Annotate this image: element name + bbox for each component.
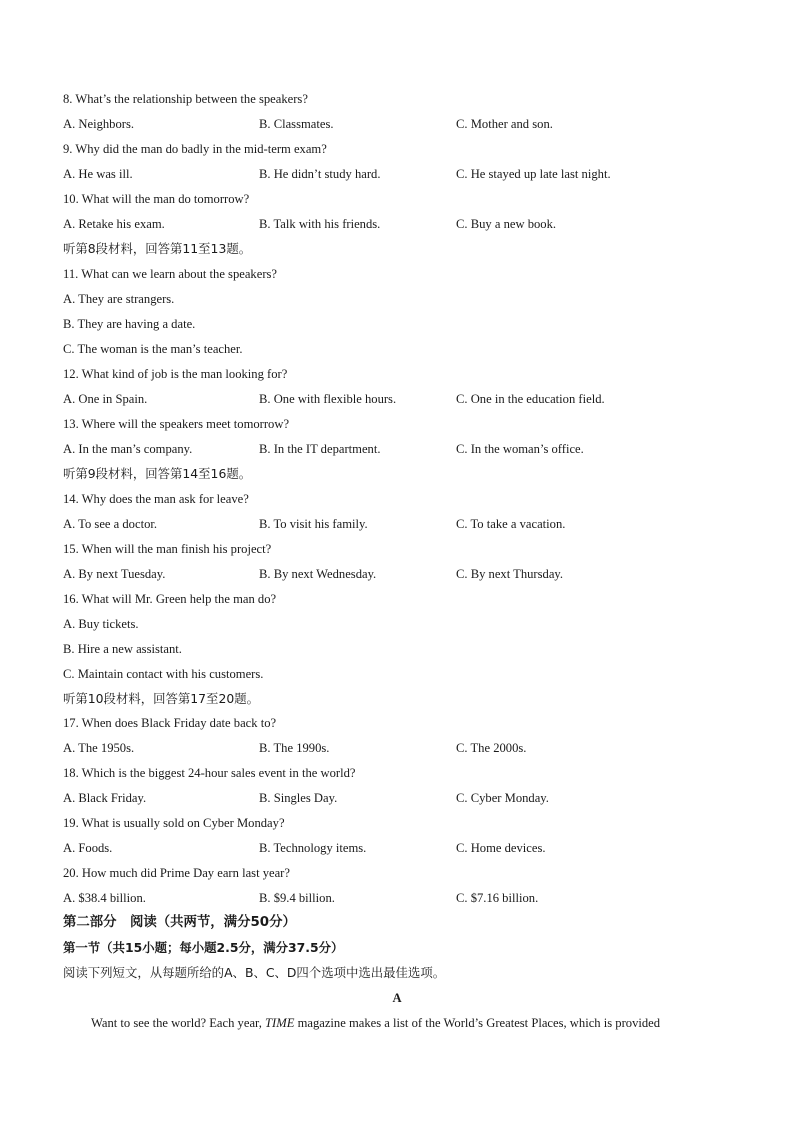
part-2-instruction: 阅读下列短文，从每题所给的A、B、C、D四个选项中选出最佳选项。	[63, 965, 446, 980]
q16-option-a: A. Buy tickets.	[63, 617, 139, 631]
q18-option-c: C. Cyber Monday.	[456, 791, 549, 805]
question-16: 16. What will Mr. Green help the man do?	[63, 592, 277, 606]
q12-option-a: A. One in Spain.	[63, 392, 148, 406]
section-10-instruction: 听第10段材料，回答第17至20题。	[63, 691, 259, 706]
question-13: 13. Where will the speakers meet tomorrow?	[63, 417, 290, 431]
q11-option-b: B. They are having a date.	[63, 317, 196, 331]
q8-option-c: C. Mother and son.	[456, 117, 553, 131]
q8-option-b: B. Classmates.	[259, 117, 334, 131]
q16-option-c: C. Maintain contact with his customers.	[63, 667, 264, 681]
passage-first-line	[91, 1015, 660, 1031]
q20-option-b: B. $9.4 billion.	[259, 891, 335, 905]
question-8: 8. What’s the relationship between the speakers?	[63, 92, 308, 106]
part-2-title: 第二部分 阅读（共两节，满分50分）	[63, 915, 296, 930]
passage-label: A	[392, 991, 402, 1005]
section-9-instruction: 听第9段材料，回答第14至16题。	[63, 466, 252, 481]
q11-option-a: A. They are strangers.	[63, 292, 175, 306]
passage-text-end: magazine makes a list of the World’s Greatest Places, which is provided	[294, 1016, 661, 1030]
q20-option-c: C. $7.16 billion.	[456, 891, 539, 905]
q13-option-a: A. In the man’s company.	[63, 442, 193, 456]
q17-option-c: C. The 2000s.	[456, 741, 527, 755]
q10-option-a: A. Retake his exam.	[63, 217, 165, 231]
q12-option-c: C. One in the education field.	[456, 392, 605, 406]
q14-option-c: C. To take a vacation.	[456, 517, 566, 531]
q18-option-b: B. Singles Day.	[259, 791, 338, 805]
question-11: 11. What can we learn about the speakers?	[63, 267, 278, 281]
question-17: 17. When does Black Friday date back to?	[63, 716, 277, 730]
q9-option-b: B. He didn’t study hard.	[259, 167, 381, 181]
q12-option-b: B. One with flexible hours.	[259, 392, 397, 406]
question-9: 9. Why did the man do badly in the mid-term exam?	[63, 142, 327, 156]
q13-option-b: B. In the IT department.	[259, 442, 381, 456]
q14-option-b: B. To visit his family.	[259, 517, 368, 531]
section-8-instruction: 听第8段材料，回答第11至13题。	[63, 241, 252, 256]
question-10: 10. What will the man do tomorrow?	[63, 192, 250, 206]
part-2-section-1-heading: 第一节（共15小题；每小题2.5分，满分37.5分）	[63, 940, 344, 955]
q17-option-b: B. The 1990s.	[259, 741, 330, 755]
q16-option-b: B. Hire a new assistant.	[63, 642, 182, 656]
q19-option-b: B. Technology items.	[259, 841, 367, 855]
question-12: 12. What kind of job is the man looking for?	[63, 367, 288, 381]
magazine-name: TIME	[265, 1016, 295, 1030]
q11-option-c: C. The woman is the man’s teacher.	[63, 342, 243, 356]
question-15: 15. When will the man finish his project?	[63, 542, 272, 556]
question-20: 20. How much did Prime Day earn last year?	[63, 866, 290, 880]
q15-option-a: A. By next Tuesday.	[63, 567, 166, 581]
q20-option-a: A. $38.4 billion.	[63, 891, 146, 905]
passage-text-start: Want to see the world? Each year,	[91, 1016, 266, 1030]
q10-option-c: C. Buy a new book.	[456, 217, 557, 231]
question-19: 19. What is usually sold on Cyber Monday?	[63, 816, 285, 830]
q15-option-c: C. By next Thursday.	[456, 567, 564, 581]
q18-option-a: A. Black Friday.	[63, 791, 147, 805]
question-14: 14. Why does the man ask for leave?	[63, 492, 249, 506]
q9-option-a: A. He was ill.	[63, 167, 133, 181]
question-18: 18. Which is the biggest 24-hour sales event in the world?	[63, 766, 356, 780]
q17-option-a: A. The 1950s.	[63, 741, 135, 755]
q19-option-a: A. Foods.	[63, 841, 113, 855]
q9-option-c: C. He stayed up late last night.	[456, 167, 611, 181]
q14-option-a: A. To see a doctor.	[63, 517, 158, 531]
q19-option-c: C. Home devices.	[456, 841, 546, 855]
q13-option-c: C. In the woman’s office.	[456, 442, 584, 456]
q15-option-b: B. By next Wednesday.	[259, 567, 377, 581]
q8-option-a: A. Neighbors.	[63, 117, 135, 131]
q10-option-b: B. Talk with his friends.	[259, 217, 381, 231]
